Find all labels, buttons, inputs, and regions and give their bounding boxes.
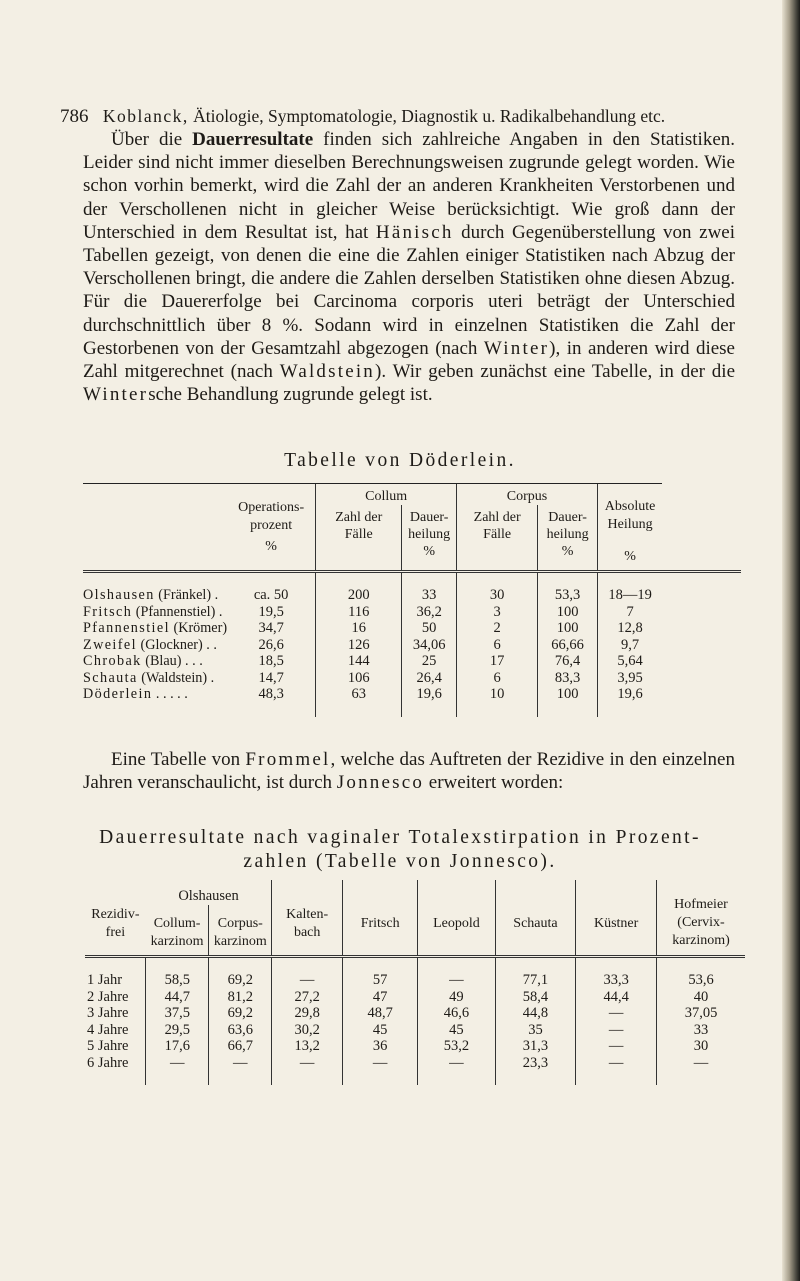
year-cell: 6 Jahre [87, 1054, 129, 1071]
paragraph-1-segment: Dauerresultate [192, 129, 314, 150]
page-edge-shadow [782, 0, 800, 1281]
table-row-label: Pfannenstiel (Krömer) [83, 620, 228, 636]
collum-zahl-header: Zahl der Fälle [316, 505, 402, 570]
schauta-cell: 44,8 [522, 1005, 549, 1021]
corpus-dauer-cell: 66,66 [551, 636, 584, 653]
collum-cell: 17,6 [164, 1038, 190, 1054]
corpus-zahl-cell: 3 [493, 603, 501, 620]
corpus-zahl-header: Zahl der Fälle [457, 505, 538, 570]
absolute-cell: 9,7 [621, 636, 640, 653]
kaltenbach-values [272, 958, 343, 1085]
kaltenbach-cell: 29,8 [294, 1005, 320, 1021]
table-row-label: Döderlein . . . . . [83, 686, 188, 702]
corpus-dauer-cell: 83,3 [554, 669, 581, 686]
year-cell: 3 Jahre [87, 1005, 129, 1021]
leopold-cell: 49 [449, 988, 464, 1005]
running-header [60, 106, 740, 128]
collum-zahl-cell: 144 [347, 653, 370, 669]
corpus-zahl-cell: 30 [489, 587, 505, 603]
collum-values [146, 958, 209, 1085]
collum-cell: 44,7 [164, 988, 190, 1005]
collum-zahl-cell: 126 [347, 636, 370, 653]
hofmeier-header: Hofmeier (Cervix- karzinom) [657, 880, 746, 957]
fritsch-values [343, 958, 418, 1085]
collum-dauer-cell: 34,06 [412, 636, 446, 653]
corpus-cell: 81,2 [227, 988, 253, 1005]
leopold-cell: — [449, 972, 464, 988]
table2-caption: Dauerresultate nach vaginaler Totalexstirpation in Prozent- zahlen (Tabelle von Jonnesco). [99, 827, 701, 872]
olshausen-header: Olshausen [178, 888, 239, 904]
leopold-values [418, 958, 495, 1085]
collum-zahl-values [316, 572, 402, 717]
corpus-dauer-cell: 53,3 [554, 587, 581, 603]
corpus-cell: 69,2 [227, 1005, 253, 1021]
leopold-header: Leopold [418, 880, 495, 957]
kuestner-cell: — [608, 1054, 624, 1071]
op-cell: 18,5 [258, 653, 284, 669]
collum-dauer-cell: 36,2 [416, 603, 442, 620]
corpus-cell: 66,7 [227, 1038, 253, 1054]
schauta-cell: 23,3 [522, 1054, 549, 1071]
year-cell: 1 Jahr [87, 972, 123, 988]
absolute-cell: 5,64 [617, 653, 643, 669]
op-cell: 34,7 [258, 620, 284, 636]
body-paragraph-1 [83, 128, 735, 406]
corpus-karzinom-header: Corpus- karzinom [209, 905, 272, 957]
leopold-cell: 45 [449, 1021, 464, 1038]
kuestner-cell: — [608, 1021, 624, 1038]
corpus-dauer-cell: 76,4 [554, 653, 581, 669]
jonnesco-table [85, 880, 745, 1085]
op-cell: 48,3 [258, 686, 284, 702]
absolute-cell: 12,8 [617, 620, 643, 636]
schauta-cell: 77,1 [522, 972, 549, 988]
collum-dauer-cell: 26,4 [416, 669, 442, 686]
fritsch-cell: — [372, 1054, 388, 1071]
paragraph-2-segment: Frommel [245, 749, 331, 770]
paragraph-1-segment: finden sich zahlreiche Angaben in den Statistiken. Leider sind nicht immer dieselben Berechnungsweisen zugrunde gelegt worden. Wie schon vorhin bemerkt, wird die Zahl der an anderen Krankheiten Verstorbenen und der Verschollenen nicht in gleicher Weise berücksichtigt. Wie groß dann der Unterschied in dem Resultat ist, hat [83, 129, 735, 243]
page-number: 786 [60, 106, 89, 127]
kuestner-cell: 44,4 [603, 988, 629, 1005]
corpus-dauer-cell: 100 [556, 620, 579, 636]
op-cell: 19,5 [258, 603, 284, 620]
table1-caption: Tabelle von Döderlein. [284, 450, 516, 471]
fritsch-header: Fritsch [343, 880, 418, 957]
table-row-label: Chrobak (Blau) . . . [83, 653, 203, 669]
paragraph-1-segment: sche Behandlung zugrunde gelegt ist. [148, 384, 433, 406]
year-values [85, 958, 146, 1085]
absolute-header: Absolute Heilung % [597, 484, 662, 571]
absolute-cell: 18—19 [608, 587, 652, 603]
schauta-cell: 35 [528, 1021, 543, 1038]
kuestner-header: Küstner [576, 880, 657, 957]
kuestner-values [576, 958, 657, 1085]
collum-dauer-header: Dauer- heilung % [402, 505, 457, 570]
table-row-label: Fritsch (Pfannenstiel) . [83, 603, 223, 620]
paragraph-1-segment: ), in anderen wird diese Zahl mitgerechnet (nach [83, 337, 735, 383]
corpus-header: Corpus [457, 484, 598, 506]
fritsch-cell: 47 [372, 988, 388, 1005]
leopold-cell: 46,6 [443, 1005, 470, 1021]
collum-dauer-values [402, 572, 457, 717]
year-cell: 4 Jahre [87, 1021, 129, 1038]
collum-cell: — [170, 1054, 185, 1071]
schauta-cell: 31,3 [522, 1038, 549, 1054]
collum-cell: 29,5 [164, 1021, 190, 1038]
op-cell: ca. 50 [253, 587, 289, 603]
paragraph-2-segment: , welche das Auftreten der Rezidive in den einzelnen Jahren veranschaulicht, ist durch [83, 749, 735, 794]
leopold-cell: — [449, 1054, 464, 1071]
corpus-zahl-cell: 6 [493, 669, 501, 686]
header-author: Koblanck, [102, 106, 189, 126]
fritsch-cell: 48,7 [367, 1005, 393, 1021]
absolute-cell: 3,95 [617, 669, 643, 686]
table-row-label: Schauta (Waldstein) . [83, 669, 215, 686]
doederlein-table [83, 483, 741, 717]
row-names [83, 572, 227, 717]
corpus-zahl-cell: 10 [489, 686, 505, 702]
kuestner-cell: 33,3 [603, 972, 629, 988]
row-label-header [83, 484, 227, 571]
operations-header: Operations- prozent % [227, 484, 316, 571]
paragraph-text [83, 128, 735, 406]
paragraph-1-segment: ). Wir geben zunächst eine Tabelle, in der die [375, 361, 735, 383]
hofmeier-cell: 37,05 [684, 1005, 718, 1021]
rezidiv-header: Rezidiv- frei [91, 907, 140, 940]
absolute-cell: 19,6 [617, 686, 643, 702]
schauta-cell: 58,4 [522, 988, 549, 1005]
paragraph-1-segment: Über die [111, 129, 193, 150]
collum-header: Collum [316, 484, 457, 506]
corpus-zahl-cell: 6 [493, 636, 501, 653]
year-cell: 5 Jahre [87, 1038, 129, 1054]
paragraph-2-segment: erweitert worden: [424, 772, 564, 794]
paragraph-2-segment: Eine Tabelle von [111, 749, 246, 770]
kuestner-cell: — [608, 1005, 624, 1021]
collum-zahl-cell: 200 [347, 587, 370, 603]
collum-zahl-cell: 116 [348, 603, 370, 620]
corpus-cell: — [233, 1054, 248, 1071]
table-row-label: Olshausen (Fränkel) . [83, 587, 219, 603]
kuestner-cell: — [608, 1038, 624, 1054]
absolute-cell: 7 [626, 603, 634, 620]
kaltenbach-cell: — [299, 1054, 315, 1071]
collum-dauer-cell: 25 [421, 653, 437, 669]
kaltenbach-cell: 27,2 [294, 988, 320, 1005]
corpus-dauer-values [538, 572, 598, 717]
paragraph-1-segment: Hänisch [375, 221, 454, 243]
kaltenbach-cell: 30,2 [294, 1021, 320, 1038]
corpus-zahl-cell: 17 [489, 653, 505, 669]
body-paragraph-2 [83, 748, 735, 794]
year-cell: 2 Jahre [87, 988, 129, 1005]
collum-cell: 58,5 [164, 972, 190, 988]
collum-zahl-cell: 106 [347, 669, 370, 686]
corpus-zahl-cell: 2 [493, 620, 501, 636]
collum-dauer-cell: 19,6 [416, 686, 442, 702]
corpus-cell: 69,2 [227, 972, 253, 988]
table-row-label: Zweifel (Glockner) . . [83, 636, 217, 653]
hofmeier-values [657, 958, 746, 1085]
collum-zahl-cell: 63 [351, 686, 366, 702]
fritsch-cell: 36 [372, 1038, 388, 1054]
corpus-zahl-values [457, 572, 538, 717]
corpus-dauer-cell: 100 [556, 603, 579, 620]
hofmeier-cell: 40 [693, 988, 709, 1005]
op-values [227, 572, 316, 717]
paragraph-1-segment: Winter [483, 337, 550, 359]
collum-zahl-cell: 16 [351, 620, 366, 636]
hofmeier-cell: 30 [693, 1038, 709, 1054]
leopold-cell: 53,2 [443, 1038, 470, 1054]
collum-dauer-cell: 33 [421, 587, 437, 603]
corpus-dauer-header: Dauer- heilung % [538, 505, 598, 570]
schauta-header: Schauta [495, 880, 576, 957]
fritsch-cell: 57 [372, 972, 388, 988]
paragraph-1-segment: Waldstein [279, 361, 376, 383]
collum-dauer-cell: 50 [421, 620, 437, 636]
hofmeier-cell: 53,6 [688, 972, 714, 988]
corpus-cell: 63,6 [227, 1021, 253, 1038]
absolute-values [597, 572, 662, 717]
paragraph-2-segment: Jonnesco [336, 772, 425, 794]
corpus-values [209, 958, 272, 1085]
corpus-dauer-cell: 100 [556, 686, 579, 702]
hofmeier-cell: 33 [693, 1021, 709, 1038]
kaltenbach-cell: — [299, 972, 315, 988]
collum-cell: 37,5 [164, 1005, 190, 1021]
kaltenbach-header: Kalten- bach [272, 880, 343, 957]
paragraph-1-segment: durch Gegenüberstellung von zwei Tabellen gezeigt, von denen die eine die Zahlen einiger Statistiken nach Abzug der Verschollenen bringt, die andere die Zahlen derselben Statistiken ohne diesen Abzug. Für die Dauererfolge bei Carcinoma corporis uteri beträgt der Unterschied durchschnittlich über 8 %. Sodann wird in einzelnen Statistiken die Zahl der Gestorbenen von der Gesamtzahl abgezogen (nach [83, 221, 735, 359]
op-cell: 14,7 [258, 669, 284, 686]
paragraph-2-text [83, 748, 735, 794]
schauta-values [495, 958, 576, 1085]
op-cell: 26,6 [258, 636, 284, 653]
paragraph-1-segment: Winter [83, 384, 149, 406]
hofmeier-cell: — [693, 1054, 709, 1071]
header-title: Ätiologie, Symptomatologie, Diagnostik u. Radikalbehandlung etc. [193, 106, 666, 126]
collum-karzinom-header: Collum- karzinom [150, 916, 204, 949]
kaltenbach-cell: 13,2 [294, 1038, 320, 1054]
fritsch-cell: 45 [372, 1021, 388, 1038]
